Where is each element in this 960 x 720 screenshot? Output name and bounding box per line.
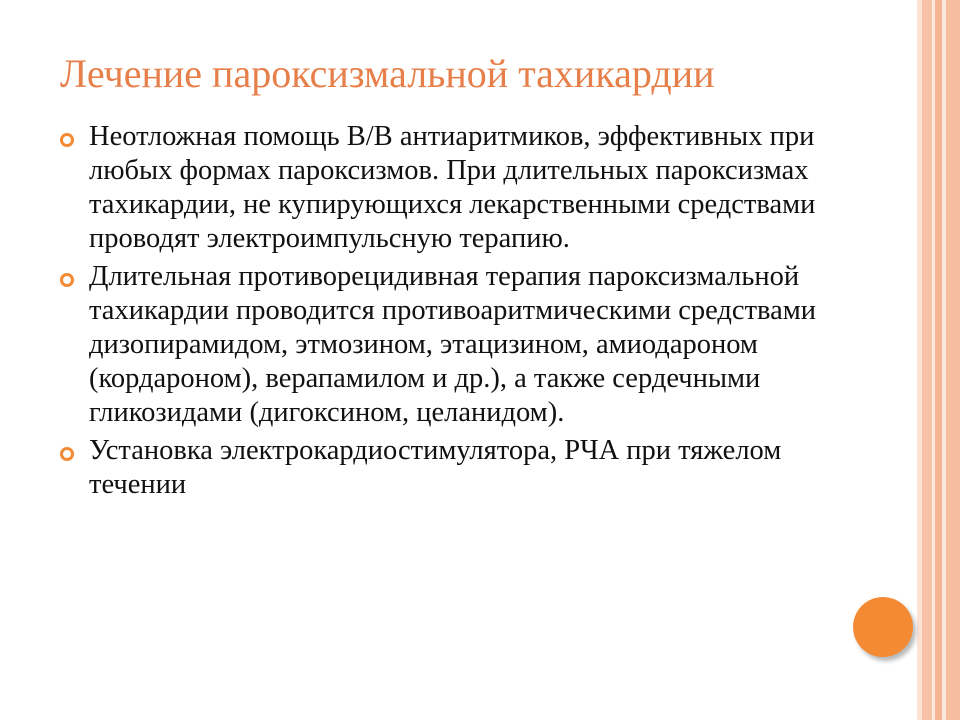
bullet-ring-icon xyxy=(60,273,74,287)
decorative-stripe xyxy=(935,0,942,720)
list-item xyxy=(60,434,860,502)
list-item xyxy=(60,120,860,256)
bullet-ring-icon xyxy=(60,447,74,461)
bullet-ring-icon xyxy=(60,133,74,147)
bullet-text: Неотложная помощь В/В антиаритмиков, эффективных при любых формах пароксизмов. При длительных пароксизмах тахикардии, не купирующихся лекарственными средствами проводят электроимпульсную терапию. xyxy=(89,121,816,254)
decorative-stripe xyxy=(946,0,960,720)
bullet-text: Установка электрокардиостимулятора, РЧА при тяжелом течении xyxy=(89,435,782,500)
bullet-text: Длительная противорецидивная терапия пароксизмальной тахикардии проводится противоаритмическими средствами дизопирамидом, этмозином, этацизином, амиодароном (кордароном), верапамилом и др.), а также сердечными гликозидами (дигоксином, целанидом). xyxy=(89,261,817,428)
decorative-circle xyxy=(853,597,913,657)
decorative-stripe xyxy=(922,0,932,720)
bullet-list xyxy=(60,120,860,506)
slide-title: Лечение пароксизмальной тахикардии xyxy=(60,51,715,96)
list-item xyxy=(60,260,860,430)
